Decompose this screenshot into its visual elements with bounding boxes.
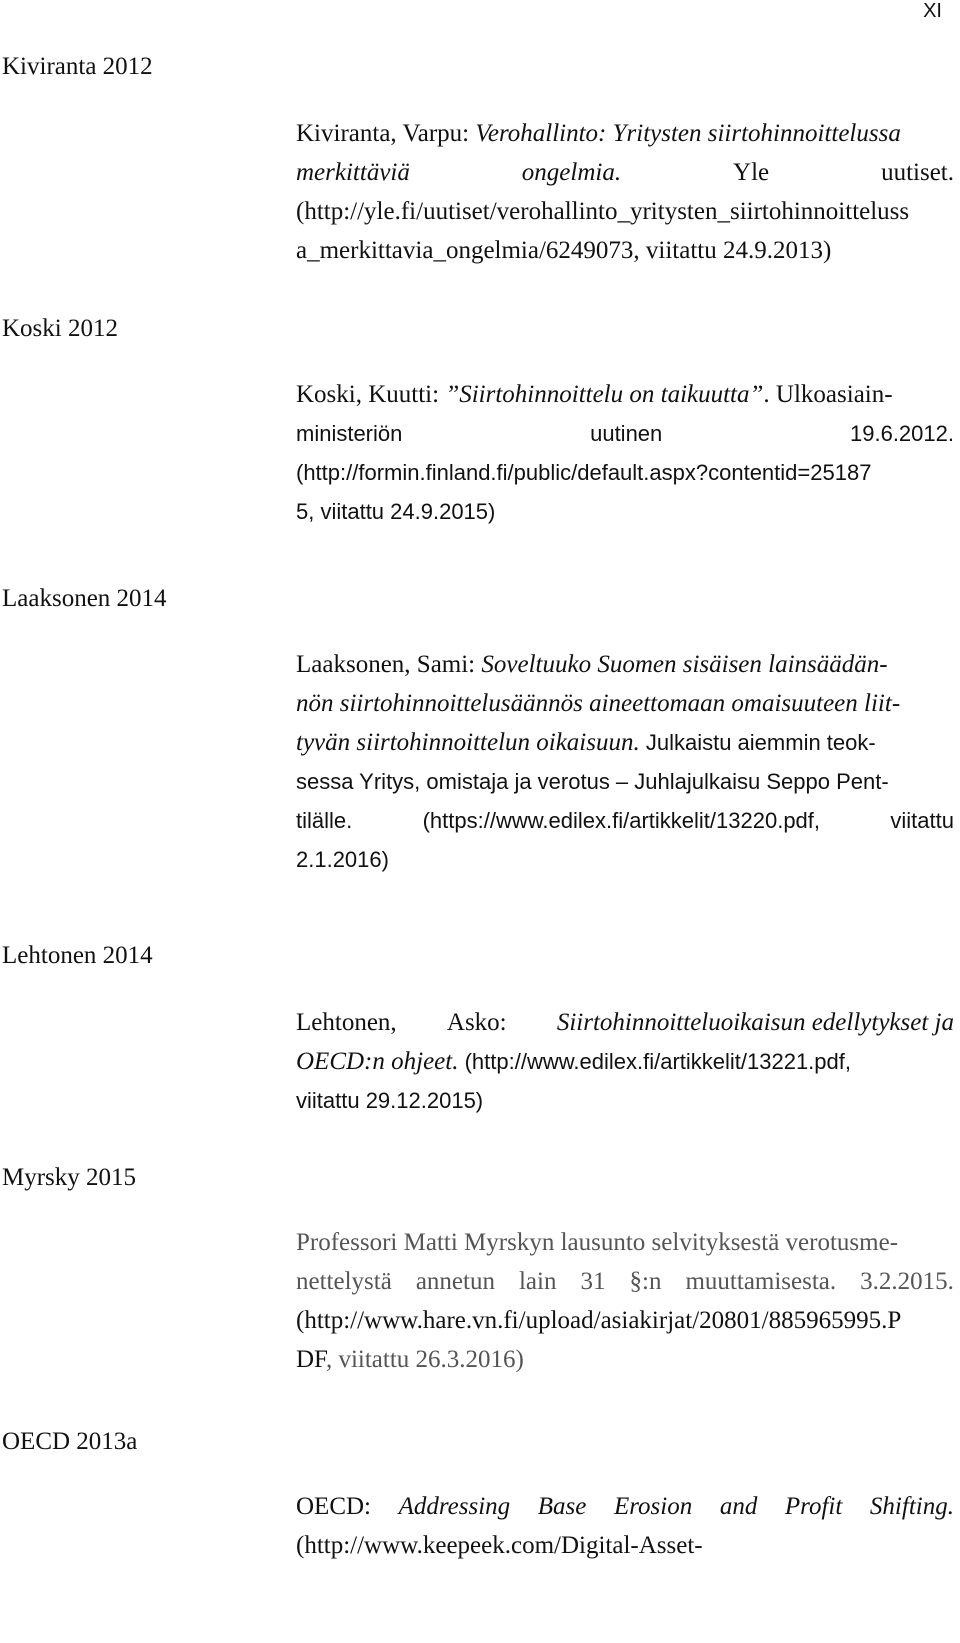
reference-line — [296, 414, 954, 453]
title: annetun — [415, 1268, 495, 1295]
source: Yle — [733, 159, 770, 186]
date: 2.1.2016) — [296, 847, 389, 872]
reference-key: Lehtonen 2014 — [2, 942, 153, 969]
reference-line — [296, 684, 954, 723]
title: §:n — [629, 1268, 662, 1295]
source: Julkaistu aiemmin teok- — [639, 730, 876, 755]
url: (http://www.edilex.fi/artikkelit/13221.pdf, — [458, 1049, 851, 1074]
reference-line — [296, 723, 954, 762]
page-number: XI — [923, 0, 942, 22]
reference-entry — [296, 1487, 954, 1565]
reference-line — [296, 375, 954, 414]
reference-line — [296, 1223, 954, 1262]
title: 31 — [580, 1268, 606, 1295]
author: Laaksonen, Sami: — [296, 651, 482, 678]
reference-line — [296, 1003, 954, 1042]
reference-key: Myrsky 2015 — [2, 1164, 137, 1191]
url: (http://www.hare.vn.fi/upload/asiakirjat/20801/885965995.P — [296, 1307, 902, 1334]
source: . Ulkoasiain- — [763, 381, 893, 408]
source: tilälle. — [296, 808, 353, 833]
title: Professori Matti Myrskyn lausunto selvityksestä verotusme- — [296, 1229, 899, 1256]
reference-entry — [296, 645, 954, 879]
reference-line — [296, 801, 954, 840]
reference-line — [296, 231, 954, 270]
reference-line — [296, 1340, 954, 1379]
reference-line — [296, 1301, 954, 1340]
title: tyvän siirtohinnoittelun oikaisuun. — [296, 729, 640, 756]
title: merkittäviä — [296, 159, 410, 186]
title: Siirtohinnoitteluoikaisun edellytykset ja — [556, 1009, 954, 1036]
title: Soveltuuko Suomen sisäisen lainsäädän- — [481, 651, 888, 678]
url: a_merkittavia_ongelmia/6249073, viitattu 24.9.2013) — [296, 237, 832, 264]
url: (http://formin.finland.fi/public/default.aspx?contentid=25187 — [296, 460, 872, 485]
reference-key: Laaksonen 2014 — [2, 585, 167, 612]
reference-line — [296, 453, 954, 492]
reference-entry — [296, 1223, 954, 1379]
reference-entry — [296, 375, 954, 531]
author: Koski, Kuutti: — [296, 381, 446, 408]
title: muuttamisesta. — [685, 1268, 837, 1295]
reference-line — [296, 192, 954, 231]
date: 3.2.2015. — [860, 1268, 954, 1295]
url: (https://www.edilex.fi/artikkelit/13220.pdf, — [422, 808, 821, 833]
author: Kiviranta, Varpu: — [296, 120, 476, 147]
title: Erosion — [613, 1493, 693, 1520]
title: Addressing — [398, 1493, 511, 1520]
reference-line — [296, 1526, 954, 1565]
reference-line — [296, 114, 954, 153]
title: ongelmia. — [521, 159, 622, 186]
source: viitattu — [890, 808, 954, 833]
date: 19.6.2012. — [850, 421, 954, 446]
title: Profit — [784, 1493, 843, 1520]
title: nettelystä — [296, 1268, 392, 1295]
reference-line — [296, 153, 954, 192]
reference-line — [296, 1042, 954, 1081]
source: sessa Yritys, omistaja ja verotus – Juhlajulkaisu Seppo Pent- — [296, 769, 889, 794]
reference-line — [296, 1487, 954, 1526]
url: (http://yle.fi/uutiset/verohallinto_yritysten_siirtohinnoitteluss — [296, 198, 910, 225]
url: (http://www.keepeek.com/Digital-Asset- — [296, 1532, 703, 1559]
reference-key: OECD 2013a — [2, 1428, 138, 1455]
source: uutiset. — [881, 159, 954, 186]
reference-line — [296, 645, 954, 684]
url: 5, viitattu 24.9.2015) — [296, 499, 496, 524]
title: Base — [537, 1493, 587, 1520]
title: Shifting. — [869, 1493, 954, 1520]
title: and — [719, 1493, 758, 1520]
author: OECD: — [296, 1493, 371, 1520]
reference-entry — [296, 114, 954, 270]
reference-line — [296, 1262, 954, 1301]
reference-key: Kiviranta 2012 — [2, 53, 153, 80]
reference-entry — [296, 1003, 954, 1120]
reference-line — [296, 492, 954, 531]
title: nön siirtohinnoittelusäännös aineettomaan omaisuuteen liit- — [296, 690, 901, 717]
date: viitattu 29.12.2015) — [296, 1088, 484, 1113]
url: DF — [296, 1346, 326, 1373]
author: Asko: — [446, 1009, 507, 1036]
reference-line — [296, 762, 954, 801]
source: ministeriön — [296, 421, 403, 446]
author: Lehtonen, — [296, 1009, 397, 1036]
source: uutinen — [590, 421, 663, 446]
title: ”Siirtohinnoittelu on taikuutta” — [445, 381, 764, 408]
date: , viitattu 26.3.2016) — [325, 1346, 524, 1373]
reference-line — [296, 1081, 954, 1120]
title: Verohallinto: Yritysten siirtohinnoittelussa — [475, 120, 901, 147]
reference-line — [296, 840, 954, 879]
reference-key: Koski 2012 — [2, 315, 118, 342]
title: OECD:n ohjeet. — [296, 1048, 459, 1075]
title: lain — [518, 1268, 557, 1295]
